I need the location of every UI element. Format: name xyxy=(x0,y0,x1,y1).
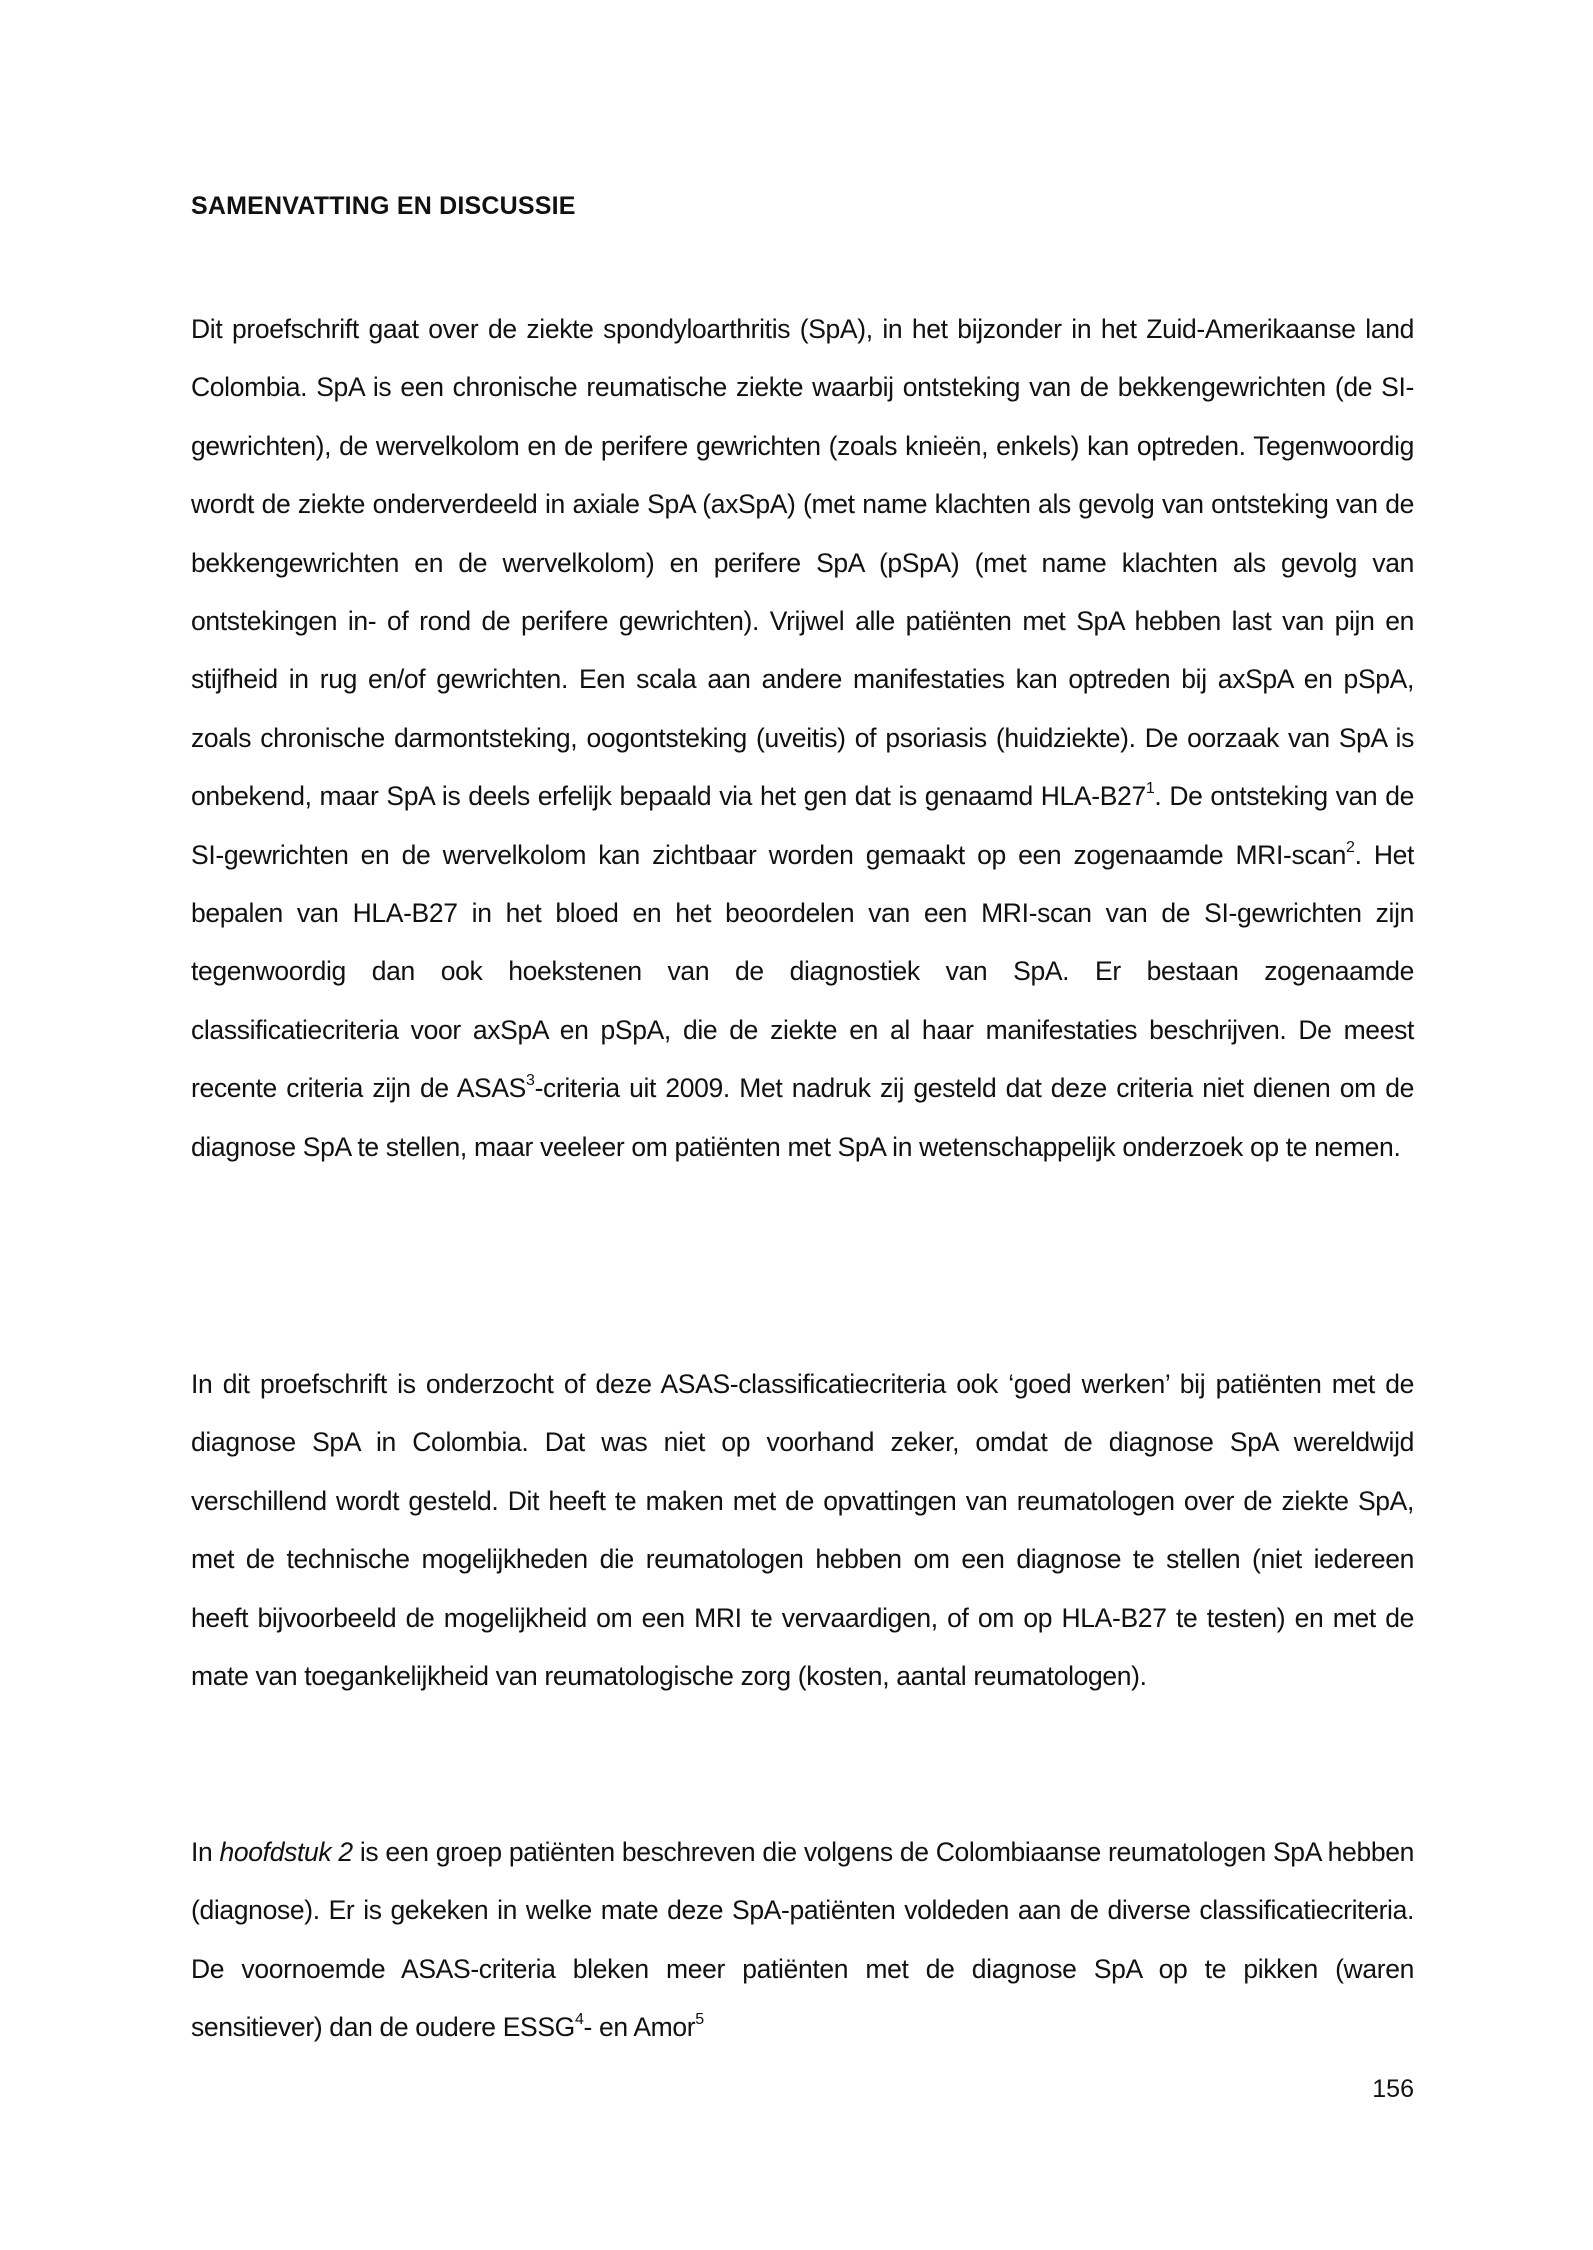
text-segment: . De ontsteking van de SI-gewrichten en de wervelkolom kan zichtbaar worden gemaakt op een zogenaamde MRI-scan xyxy=(191,781,1414,870)
paragraph-research-question xyxy=(191,1355,1414,1705)
paragraph-chapter-2 xyxy=(191,1823,1414,2057)
chapter-reference: hoofdstuk 2 xyxy=(219,1837,353,1867)
footnote-ref-3: 3 xyxy=(526,1072,535,1090)
paragraph-intro xyxy=(191,300,1414,1176)
footnote-ref-4: 4 xyxy=(574,2011,584,2029)
text-segment: -criteria uit 2009. Met nadruk zij gesteld dat deze criteria niet dienen om de diagnose SpA te stellen, maar veeleer om patiënten met SpA in wetenschappelijk onderzoek op te nemen. xyxy=(191,1073,1414,1162)
text-segment: In xyxy=(191,1837,220,1867)
footnote-ref-1: 1 xyxy=(1145,780,1155,798)
text-segment: . Het bepalen van HLA-B27 in het bloed en het beoordelen van een MRI-scan van de SI-gewrichten zijn tegenwoordig dan ook hoekstenen van de diagnostiek van SpA. Er bestaan zogenaamde classificatiecriteria voor axSpA en pSpA, die de ziekte en al haar manifestaties beschrijven. De meest recente criteria zijn de ASAS xyxy=(191,839,1415,1104)
text-segment: Dit proefschrift gaat over de ziekte spondyloarthritis (SpA), in het bijzonder in het Zuid-Amerikaanse land Colombia. SpA is een chronische reumatische ziekte waarbij ontsteking van de bekkengewrichten (de SI-gewrichten), de wervelkolom en de perifere gewrichten (zoals knieën, enkels) kan optreden. Tegenwoordig wordt de ziekte onderverdeeld in axiale SpA (axSpA) (met name klachten als gevolg van ontsteking van de bekkengewrichten en de wervelkolom) en perifere SpA (pSpA) (met name klachten als gevolg van ontstekingen in- of rond de perifere gewrichten). Vrijwel alle patiënten met SpA hebben last van pijn en stijfheid in rug en/of gewrichten. Een scala aan andere manifestaties kan optreden bij axSpA en pSpA, zoals chronische darmontsteking, oogontsteking (uveitis) of psoriasis (huidziekte). De oorzaak van SpA is onbekend, maar SpA is deels erfelijk bepaald via het gen dat is genaamd HLA-B27 xyxy=(191,314,1414,812)
footnote-ref-5: 5 xyxy=(695,2011,704,2029)
text-segment: - en Amor xyxy=(583,2012,696,2043)
text-segment: In dit proefschrift is onderzocht of deze ASAS-classificatiecriteria ook ‘goed werken’ bij patiënten met de diagnose SpA in Colombia. Dat was niet op voorhand zeker, omdat de diagnose SpA wereldwijd verschillend wordt gesteld. Dit heeft te maken met de opvattingen van reumatologen over de ziekte SpA, met de technische mogelijkheden die reumatologen hebben om een diagnose te stellen (niet iedereen heeft bijvoorbeeld de mogelijkheid om een MRI te vervaardigen, of om op HLA-B27 te testen) en met de mate van toegankelijkheid van reumatologische zorg (kosten, aantal reumatologen). xyxy=(191,1369,1414,1692)
text-segment: is een groep patiënten beschreven die volgens de Colombiaanse reumatologen SpA hebben (diagnose). Er is gekeken in welke mate deze SpA-patiënten voldeden aan de diverse classificatiecriteria. De voornoemde ASAS-criteria bleken meer patiënten met de diagnose SpA op te pikken (waren sensitiever) dan de oudere ESSG xyxy=(191,1837,1414,2043)
section-heading: SAMENVATTING EN DISCUSSIE xyxy=(191,192,576,220)
footnote-ref-2: 2 xyxy=(1346,838,1355,856)
page-number: 156 xyxy=(1372,2075,1414,2103)
